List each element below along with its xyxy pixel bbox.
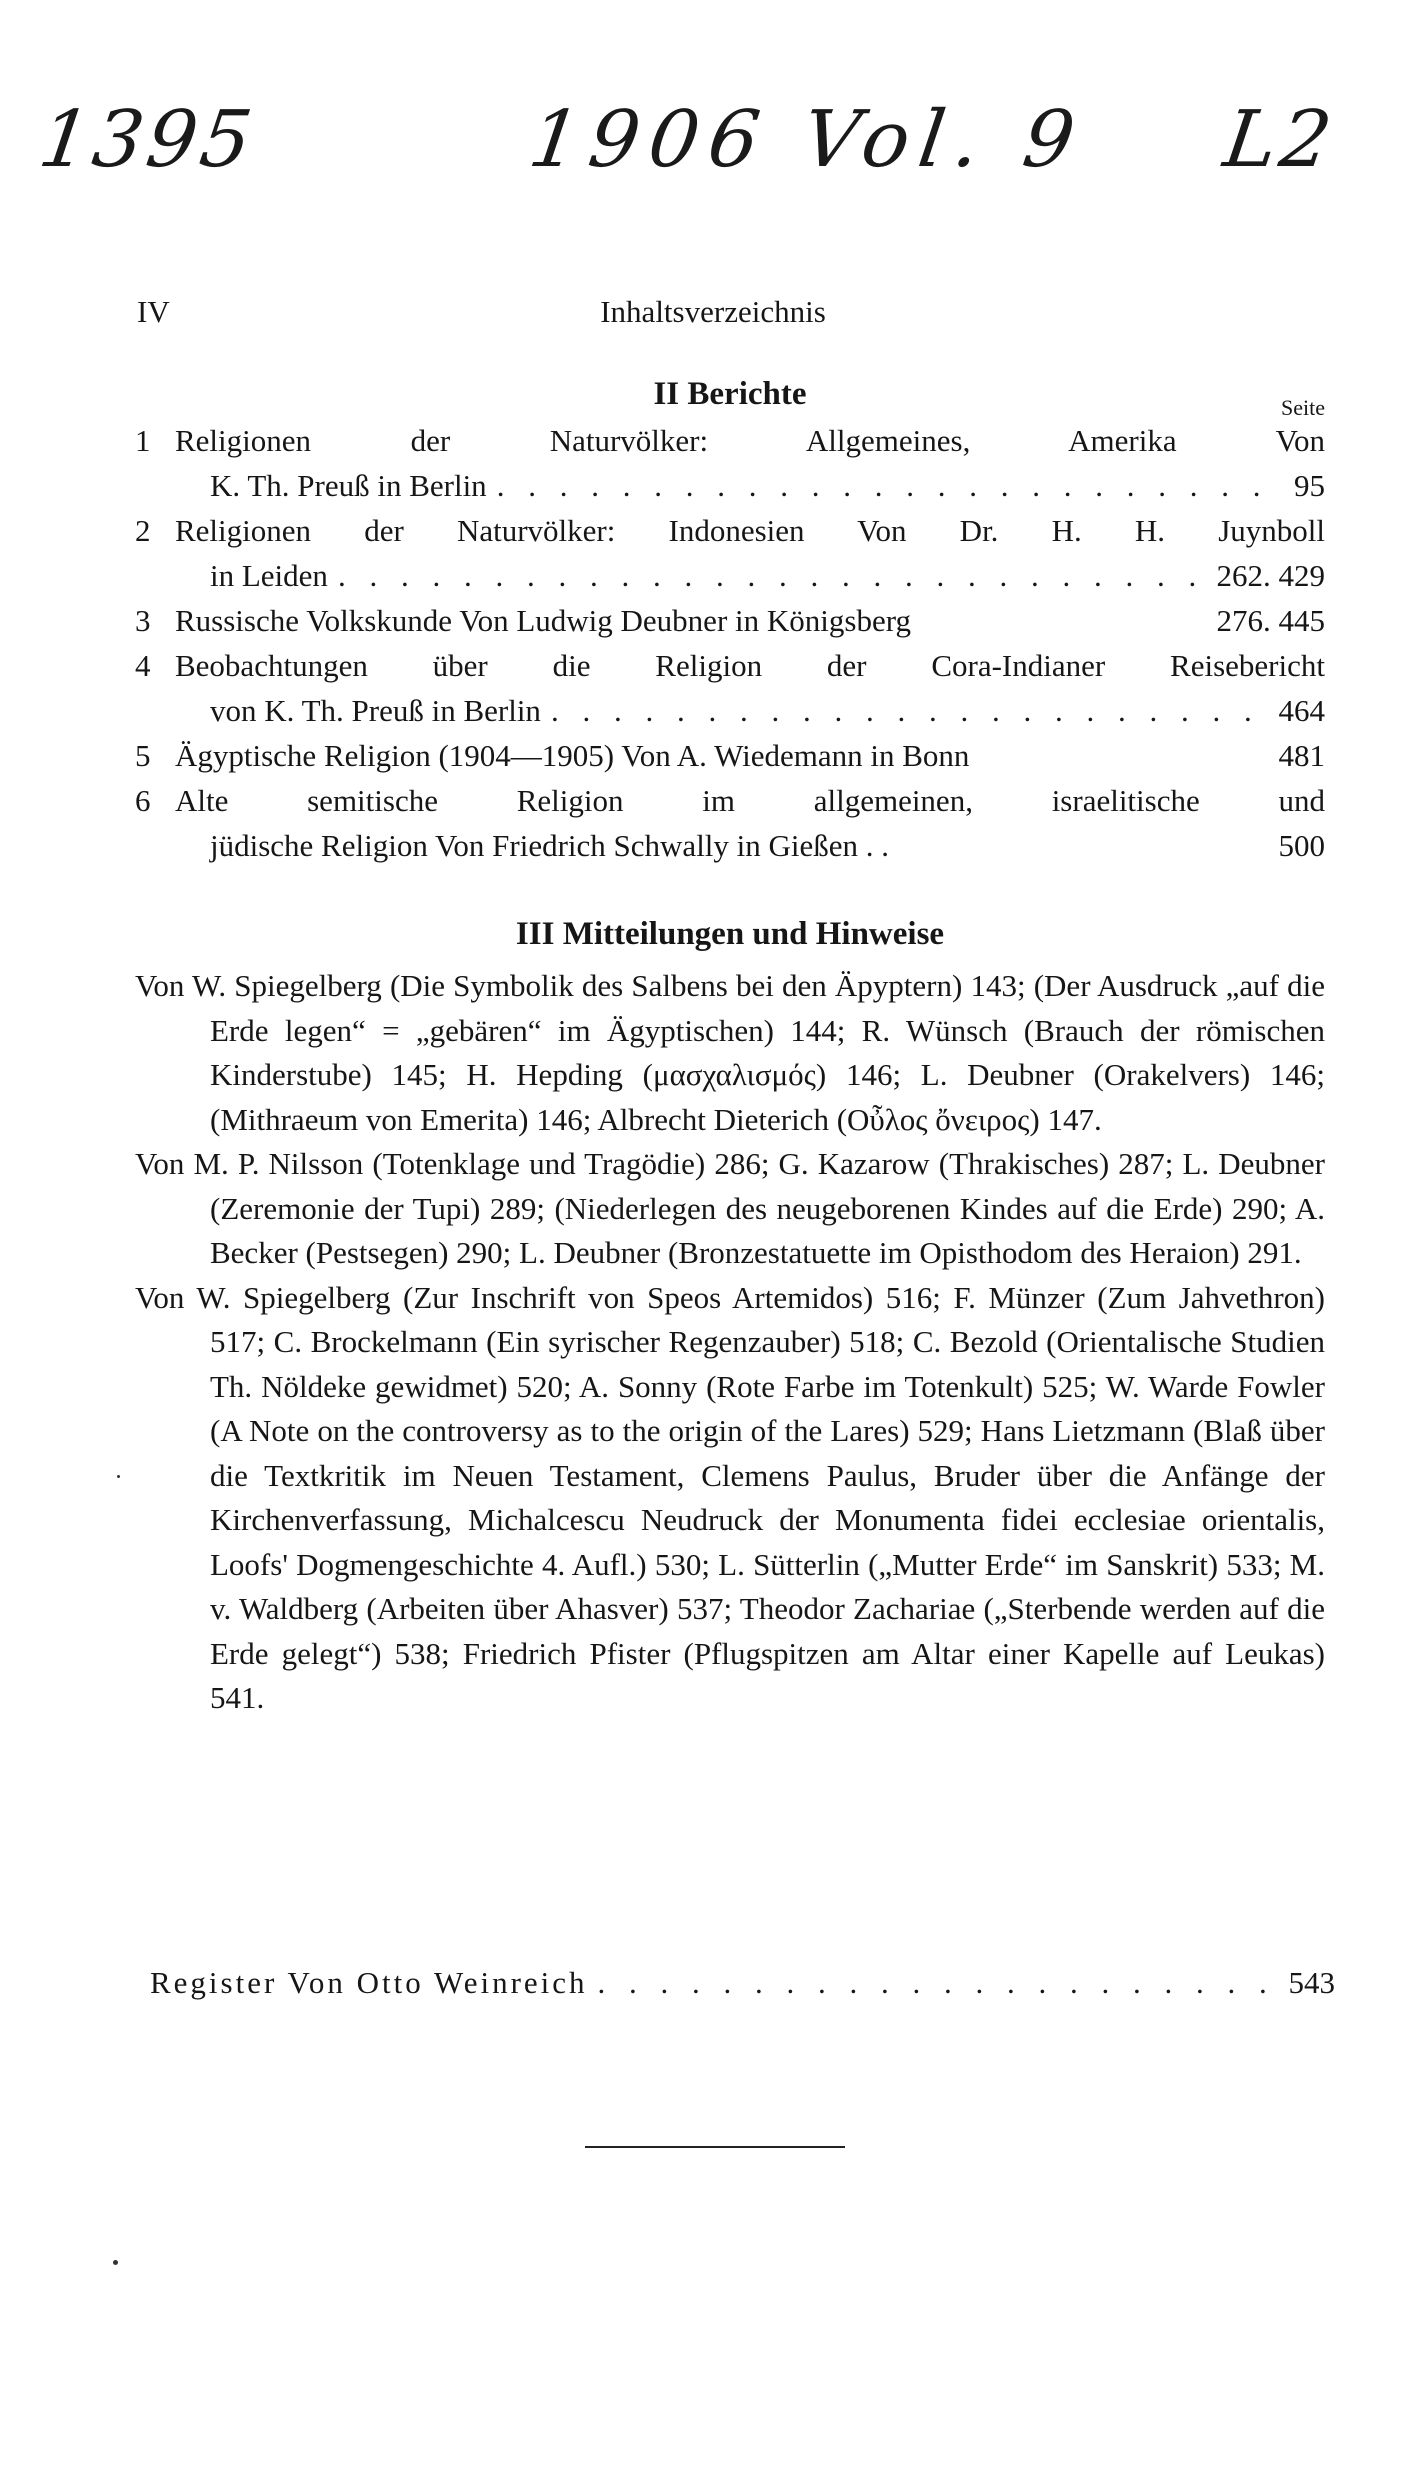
section-heading-text: II Berichte bbox=[653, 376, 807, 412]
leader-dots bbox=[598, 1960, 1279, 2005]
leader-dots bbox=[551, 688, 1269, 733]
page-number: IV bbox=[137, 294, 170, 329]
entry-number: 2 bbox=[135, 513, 151, 548]
paper-speck bbox=[113, 2260, 118, 2265]
entry-author: K. Th. Preuß in Berlin bbox=[210, 468, 487, 503]
entry-number: 6 bbox=[135, 783, 151, 818]
section-heading bbox=[135, 910, 1325, 958]
entry-number: 5 bbox=[135, 738, 151, 773]
running-title: Inhaltsverzeichnis bbox=[600, 294, 826, 329]
toc-entry bbox=[135, 508, 1325, 598]
entry-pages: 262. 429 bbox=[1216, 558, 1325, 593]
entry-number: 3 bbox=[135, 603, 151, 638]
end-rule bbox=[585, 2146, 845, 2148]
toc-entry bbox=[135, 733, 1325, 778]
entry-pages: 464 bbox=[1278, 693, 1325, 728]
toc-entry bbox=[135, 778, 1325, 868]
toc-entry bbox=[135, 418, 1325, 508]
entry-author: in Leiden bbox=[210, 558, 328, 593]
mitteilung-paragraph: Von M. P. Nilsson (Totenklage und Tragödie) 286; G. Kazarow (Thrakisches) 287; L. Deubner (Zeremonie der Tupi) 289; (Niederlegen des neugeborenen Kindes auf die Erde) 290; A. Becker (Pestsegen) 290; L. Deubner (Bronzestatuette im Opisthodom des Heraion) 291. bbox=[135, 1146, 1325, 1270]
entry-pages: 95 bbox=[1294, 468, 1325, 503]
handwritten-note-right: L2 bbox=[1218, 95, 1341, 185]
handwritten-note-left: 1395 bbox=[33, 95, 261, 185]
toc-entry bbox=[135, 643, 1325, 733]
entry-pages: 481 bbox=[1278, 738, 1325, 773]
paper-speck bbox=[117, 1475, 120, 1478]
entry-title: Ägyptische Religion (1904—1905) Von A. Wiedemann in Bonn bbox=[175, 738, 970, 773]
entry-title: Alte semitische Religion im allgemeinen, israelitische und bbox=[175, 783, 1325, 818]
running-header bbox=[0, 288, 1426, 338]
mitteilung-paragraph: Von W. Spiegelberg (Die Symbolik des Salbens bei den Äpyptern) 143; (Der Ausdruck „auf die Erde legen“ = „gebären“ im Ägyptischen) 144; R. Wünsch (Brauch der römischen Kinderstube) 145; H. Hepding (μασχαλισμός) 146; L. Deubner (Orakelvers) 146; (Mithraeum von Emerita) 146; Albrecht Dieterich (Οὖλος ὄνειρος) 147. bbox=[135, 968, 1325, 1137]
section-heading-text: III Mitteilungen und Hinweise bbox=[515, 916, 945, 952]
entry-title: Religionen der Naturvölker: Indonesien Von Dr. H. H. Juynboll bbox=[175, 513, 1325, 548]
register-page: 543 bbox=[1288, 1965, 1335, 2000]
register-label: Register Von Otto Weinreich bbox=[150, 1965, 588, 2000]
register-entry bbox=[150, 1960, 1335, 2005]
entry-number: 4 bbox=[135, 648, 151, 683]
mitteilung-paragraph: Von W. Spiegelberg (Zur Inschrift von Speos Artemidos) 516; F. Münzer (Zum Jahvethron) 517; C. Brockelmann (Ein syrischer Regenzauber) 518; C. Bezold (Orientalische Studien Th. Nöldeke gewidmet) 520; A. Sonny (Rote Farbe im Totenkult) 525; W. Warde Fowler (A Note on the controversy as to the origin of the Lares) 529; Hans Lietzmann (Blaß über die Textkritik im Neuen Testament, Clemens Paulus, Bruder über die Anfänge der Kirchenverfassung, Michalcescu Neudruck der Monumenta fidei ecclesiae orientalis, Loofs' Dogmengeschichte 4. Aufl.) 530; L. Sütterlin („Mutter Erde“ im Sanskrit) 533; M. v. Waldberg (Arbeiten über Ahasver) 537; Theodor Zachariae („Sterbende werden auf die Erde gelegt“) 538; Friedrich Pfister (Pflugspitzen am Altar einer Kapelle auf Leukas) 541. bbox=[135, 1279, 1325, 1715]
toc-entry bbox=[135, 598, 1325, 643]
entry-pages: 276. 445 bbox=[1216, 603, 1325, 638]
entry-author: jüdische Religion Von Friedrich Schwally in Gießen . . bbox=[210, 828, 890, 863]
section-berichte bbox=[135, 370, 1325, 868]
leader-dots bbox=[338, 553, 1207, 598]
entry-pages: 500 bbox=[1278, 828, 1325, 863]
handwritten-note-middle: 1906 Vol. 9 bbox=[523, 95, 1090, 185]
section-mitteilungen bbox=[135, 910, 1325, 1721]
entry-title: Religionen der Naturvölker: Allgemeines, Amerika Von bbox=[175, 423, 1325, 458]
entry-author: von K. Th. Preuß in Berlin bbox=[210, 693, 541, 728]
section-heading bbox=[135, 370, 1325, 418]
leader-dots bbox=[497, 463, 1284, 508]
entry-title: Beobachtungen über die Religion der Cora-Indianer Reisebericht bbox=[175, 648, 1325, 683]
entry-title: Russische Volkskunde Von Ludwig Deubner in Königsberg bbox=[175, 603, 911, 638]
entry-number: 1 bbox=[135, 423, 151, 458]
seite-label: Seite bbox=[1281, 395, 1325, 420]
